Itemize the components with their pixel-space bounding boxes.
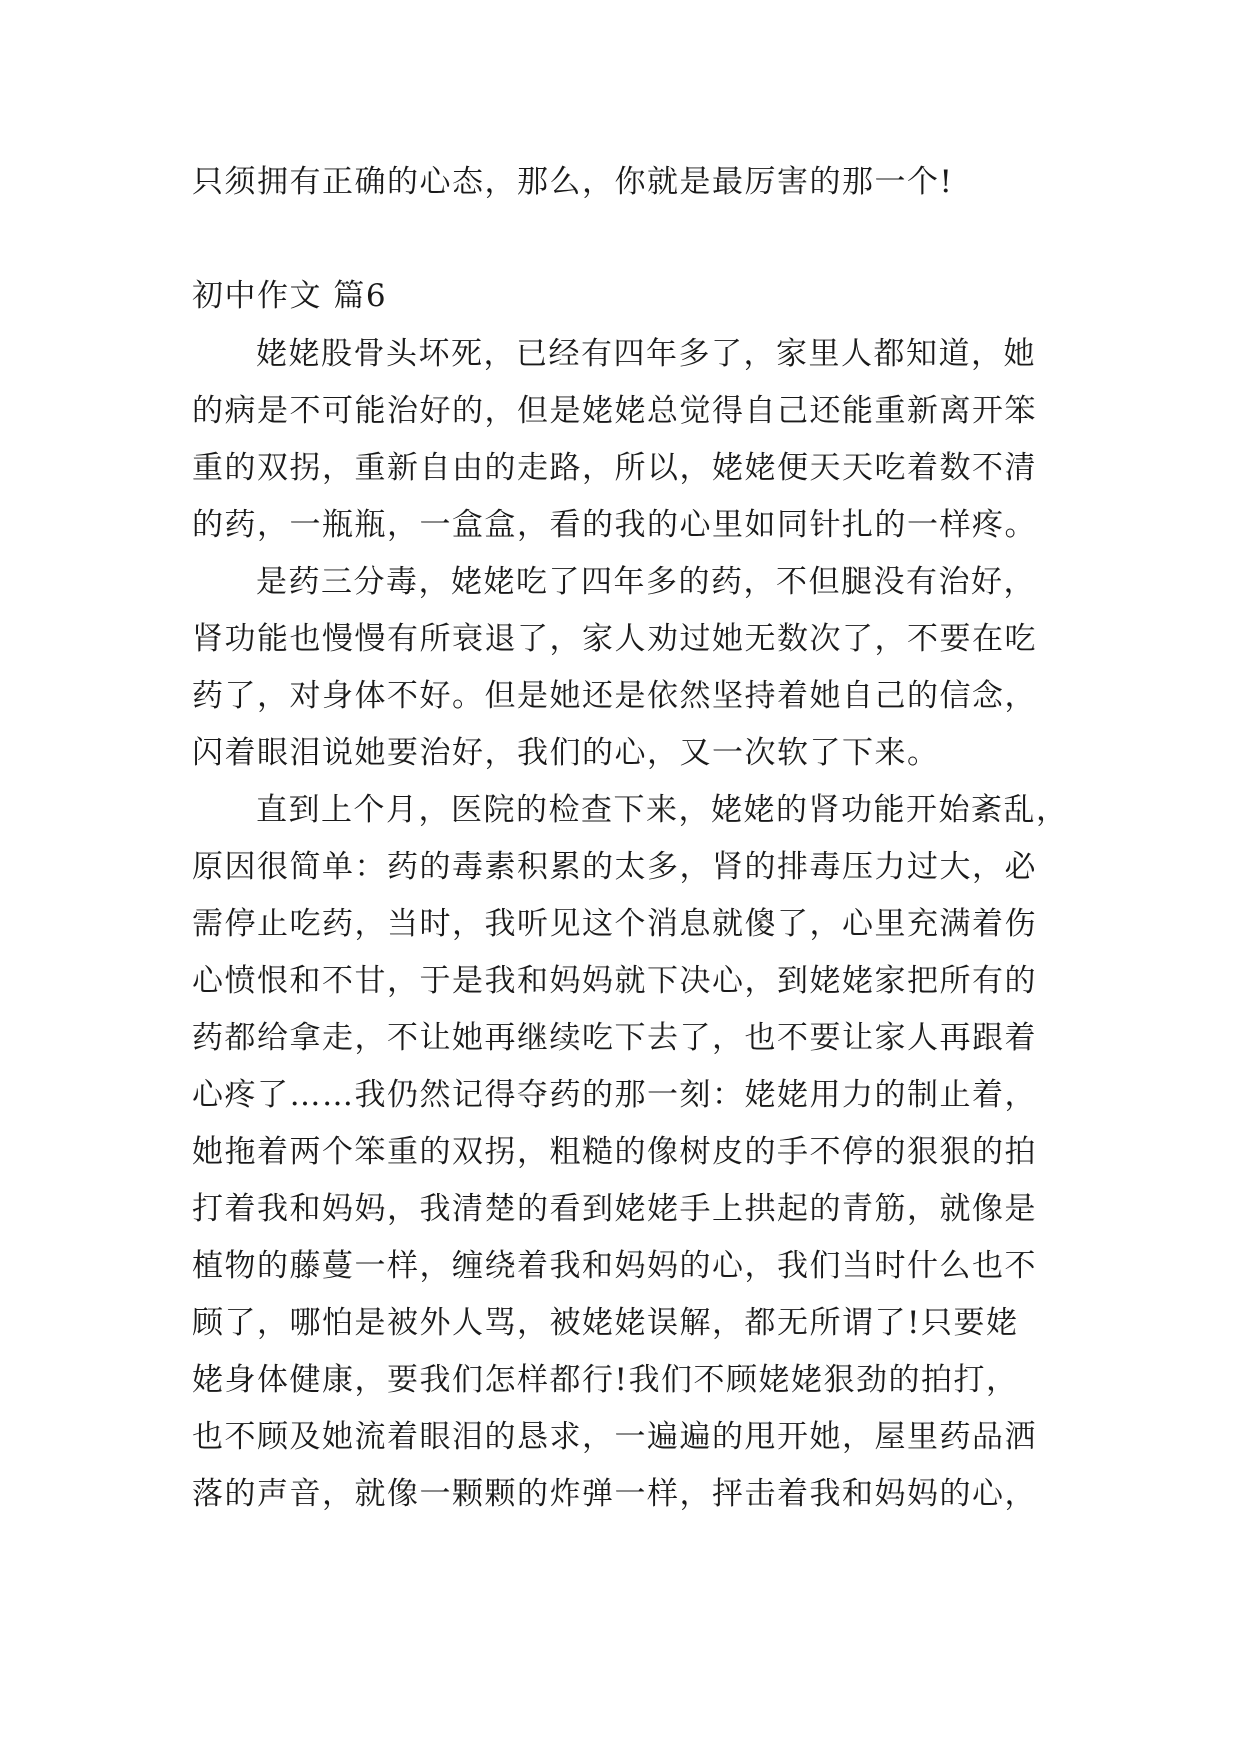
paragraph-3-line-12: 也不顾及她流着眼泪的恳求，一遍遍的甩开她，屋里药品洒	[192, 1419, 1037, 1455]
paragraph-3-line-3: 需停止吃药，当时，我听见这个消息就傻了，心里充满着伤	[192, 906, 1037, 942]
section-heading: 初中作文 篇6	[192, 278, 388, 314]
paragraph-3-line-11: 姥身体健康，要我们怎样都行!我们不顾姥姥狠劲的拍打，	[192, 1362, 1019, 1398]
paragraph-2-line-1: 是药三分毒，姥姥吃了四年多的药，不但腿没有治好，	[256, 564, 1036, 600]
paragraph-1-line-1: 姥姥股骨头坏死，已经有四年多了，家里人都知道，她	[256, 336, 1036, 372]
paragraph-3-line-6: 心疼了……我仍然记得夺药的那一刻：姥姥用力的制止着，	[192, 1077, 1037, 1113]
paragraph-1-line-3: 重的双拐，重新自由的走路，所以，姥姥便天天吃着数不清	[192, 450, 1037, 486]
paragraph-3-line-10: 顾了，哪怕是被外人骂，被姥姥误解，都无所谓了!只要姥	[192, 1305, 1019, 1341]
paragraph-3-line-9: 植物的藤蔓一样，缠绕着我和妈妈的心，我们当时什么也不	[192, 1248, 1037, 1284]
paragraph-3-line-8: 打着我和妈妈，我清楚的看到姥姥手上拱起的青筋，就像是	[192, 1191, 1037, 1227]
paragraph-3-line-2: 原因很简单：药的毒素积累的太多，肾的排毒压力过大，必	[192, 849, 1037, 885]
paragraph-1-line-4: 的药，一瓶瓶，一盒盒，看的我的心里如同针扎的一样疼。	[192, 507, 1037, 543]
paragraph-3-line-4: 心愤恨和不甘，于是我和妈妈就下决心，到姥姥家把所有的	[192, 963, 1037, 999]
paragraph-3-line-5: 药都给拿走，不让她再继续吃下去了，也不要让家人再跟着	[192, 1020, 1037, 1056]
paragraph-3-line-1: 直到上个月，医院的检查下来，姥姥的肾功能开始紊乱，	[256, 792, 1069, 828]
closing-line: 只须拥有正确的心态，那么，你就是最厉害的那一个!	[192, 164, 954, 200]
paragraph-3-line-13: 落的声音，就像一颗颗的炸弹一样，抨击着我和妈妈的心，	[192, 1476, 1037, 1512]
paragraph-2-line-2: 肾功能也慢慢有所衰退了，家人劝过她无数次了，不要在吃	[192, 621, 1037, 657]
paragraph-3-line-7: 她拖着两个笨重的双拐，粗糙的像树皮的手不停的狠狠的拍	[192, 1134, 1037, 1170]
paragraph-2-line-3: 药了，对身体不好。但是她还是依然坚持着她自己的信念，	[192, 678, 1037, 714]
paragraph-1-line-2: 的病是不可能治好的，但是姥姥总觉得自己还能重新离开笨	[192, 393, 1037, 429]
paragraph-2-line-4: 闪着眼泪说她要治好，我们的心，又一次软了下来。	[192, 735, 940, 771]
